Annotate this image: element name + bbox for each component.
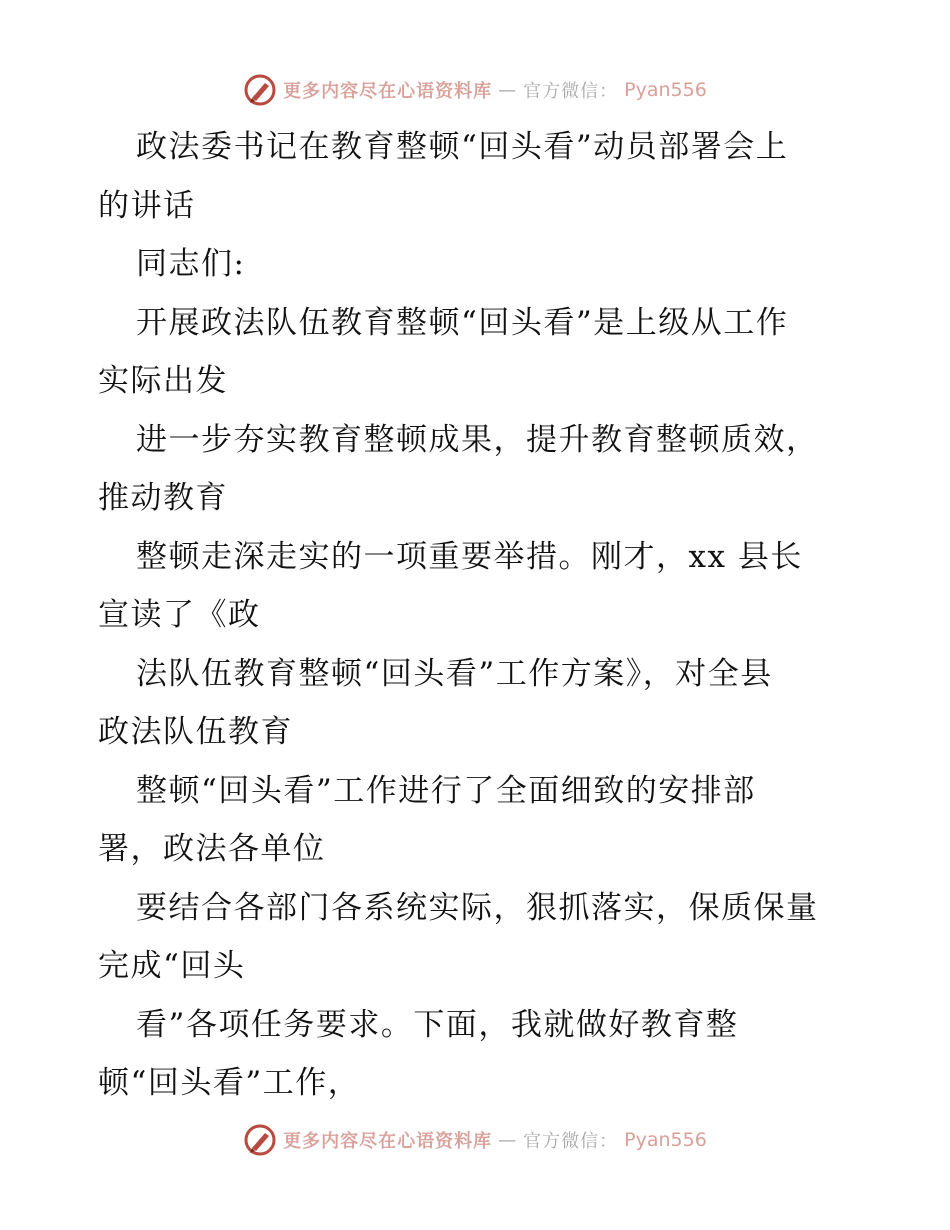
text-line: 宣读了《政	[98, 597, 261, 633]
text-line: 法队伍教育整顿“回头看”工作方案》，对全县	[136, 655, 773, 692]
text-line: 进一步夯实教育整顿成果，提升教育整顿质效，	[136, 421, 819, 458]
watermark-title: 更多内容尽在心语资料库	[283, 81, 493, 102]
text-line: 的讲话	[98, 187, 196, 224]
text-line: 完成“回头	[98, 948, 246, 984]
text-line: 政法队伍教育	[98, 714, 293, 750]
text-line: 开展政法队伍教育整顿“回头看”是上级从工作	[136, 304, 789, 341]
text-line: 实际出发	[98, 363, 228, 399]
pen-logo-icon	[243, 1123, 277, 1157]
text-line: 看”各项任务要求。下面，我就做好教育整	[136, 1006, 739, 1043]
text-line: 同志们:	[136, 246, 246, 282]
text-line: 整顿“回头看”工作进行了全面细致的安排部	[136, 772, 756, 809]
text-line: 整顿走深走实的一项重要举措。刚才，xx 县长	[136, 538, 803, 575]
text-line: 推动教育	[98, 480, 228, 516]
text-line: 政法委书记在教育整顿“回头看”动员部署会上	[136, 129, 789, 165]
text-line: 顿“回头看”工作，	[98, 1065, 361, 1101]
watermark-dash: —	[498, 79, 518, 101]
watermark-wechat-label: 官方微信：	[523, 81, 619, 102]
text-line: 署，政法各单位	[98, 831, 326, 867]
watermark-wechat-label: 官方微信：	[523, 1131, 619, 1152]
pen-logo-icon	[243, 73, 277, 107]
watermark-title: 更多内容尽在心语资料库	[283, 1131, 493, 1152]
watermark-wechat-id: Pyan556	[624, 1129, 707, 1151]
text-line: 要结合各部门各系统实际，狠抓落实，保质保量	[136, 889, 819, 926]
watermark-dash: —	[498, 1129, 518, 1151]
watermark-footer	[0, 1120, 950, 1160]
document-body	[98, 118, 868, 1113]
watermark-wechat-id: Pyan556	[624, 79, 707, 101]
watermark-header	[0, 70, 950, 110]
